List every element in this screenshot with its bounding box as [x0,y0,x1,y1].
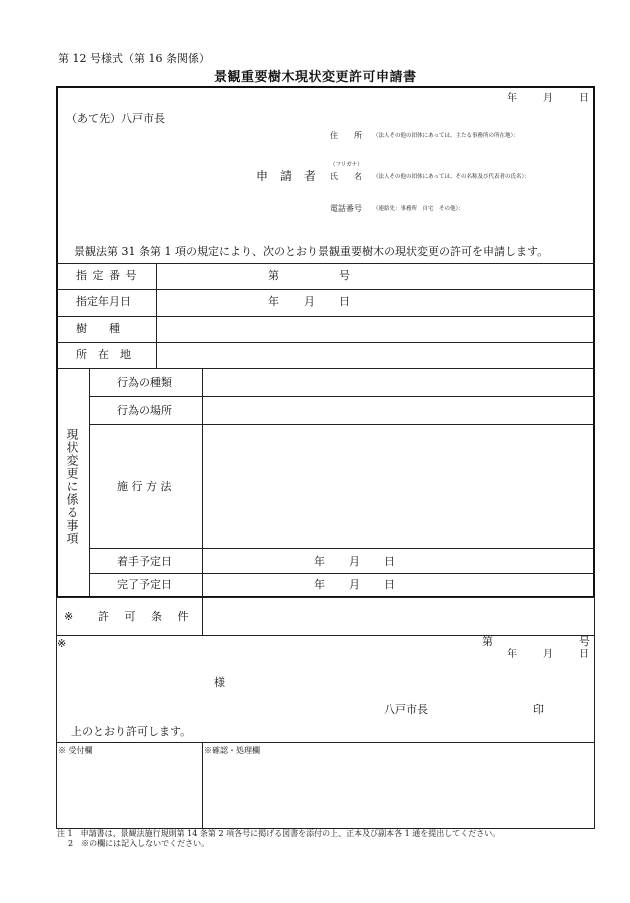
change-side-label: 現状変更に係る事項 [65,428,79,545]
act-type-label: 行為の種類 [117,376,172,389]
name-label: 氏 名 [330,172,362,181]
species-label: 樹 種 [76,322,120,335]
permit-day: 日 [579,649,589,660]
permit-mayor: 八戸市長 [384,703,428,716]
divider [57,368,593,369]
start-date-label: 着手予定日 [117,555,172,568]
divider [89,368,90,597]
divider [202,742,203,828]
permit-sama: 様 [214,676,225,689]
divider [57,289,593,290]
permit-frame [56,597,595,829]
permit-month: 月 [543,649,553,660]
divider [57,316,593,317]
statement: 景観法第 31 条第 1 項の規定により、次のとおり景観重要樹木の現状変更の許可を申請します。 [74,245,549,258]
furigana-label: （フリガナ） [330,162,363,168]
end-date-month: 月 [349,578,360,591]
end-date-day: 日 [384,578,395,591]
note-2: 2 ※の欄には記入しないでください。 [68,839,210,848]
divider [202,368,203,597]
seal-mark: 印 [533,703,544,716]
divider [56,635,594,636]
location-label: 所 在 地 [76,348,131,361]
permit-year: 年 [507,649,517,660]
divider [202,597,203,635]
note-1: 注 1 申請書は、景観法施行規則第 14 条第 2 項各号に掲げる図書を添付の上、正本及び副本各 1 通を提出してください。 [57,829,501,838]
divider [156,263,157,368]
permit-go: 号 [579,635,590,648]
conditions-mark: ※ [64,610,74,623]
approved-text: 上のとおり許可します。 [71,725,192,738]
designation-date-day: 日 [339,295,350,308]
processing-label: ※確認・処理欄 [204,746,260,755]
permit-mark: ※ [57,637,67,650]
applicant-label: 申 請 者 [256,169,317,183]
divider [89,424,593,425]
permit-dai: 第 [482,635,493,648]
page-title: 景観重要樹木現状変更許可申請書 [214,70,417,85]
reception-label: ※ 受付欄 [58,746,93,755]
date-year: 年 [507,93,517,104]
phone-label: 電話番号 [330,204,362,213]
conditions-label: 許 可 条 件 [98,610,195,623]
divider [89,548,593,549]
divider [89,573,593,574]
designation-date-month: 月 [304,295,315,308]
divider [56,742,594,743]
designation-number-label: 指 定 番 号 [76,269,138,282]
start-date-year: 年 [314,555,325,568]
address-label: 住 所 [330,131,362,140]
designation-number-dai: 第 [268,269,279,282]
method-label: 施 行 方 法 [117,480,172,493]
phone-note: （連絡先：事務所 自宅 その他）： [373,206,464,212]
date-month: 月 [543,93,553,104]
addressee: （あて先）八戸市長 [66,112,165,125]
end-date-year: 年 [314,578,325,591]
designation-date-label: 指定年月日 [76,295,131,308]
address-note: （法人その他の団体にあっては、主たる事務所の所在地）： [373,133,519,139]
divider [57,342,593,343]
divider [89,396,593,397]
date-day: 日 [579,93,589,104]
end-date-label: 完了予定日 [117,578,172,591]
start-date-day: 日 [384,555,395,568]
name-note: （法人その他の団体にあっては、その名称及び代表者の氏名）： [373,174,530,180]
start-date-month: 月 [349,555,360,568]
designation-number-go: 号 [339,269,350,282]
divider [57,263,593,264]
designation-date-year: 年 [268,295,279,308]
act-place-label: 行為の場所 [117,404,172,417]
form-number: 第 12 号様式（第 16 条関係） [58,52,210,65]
